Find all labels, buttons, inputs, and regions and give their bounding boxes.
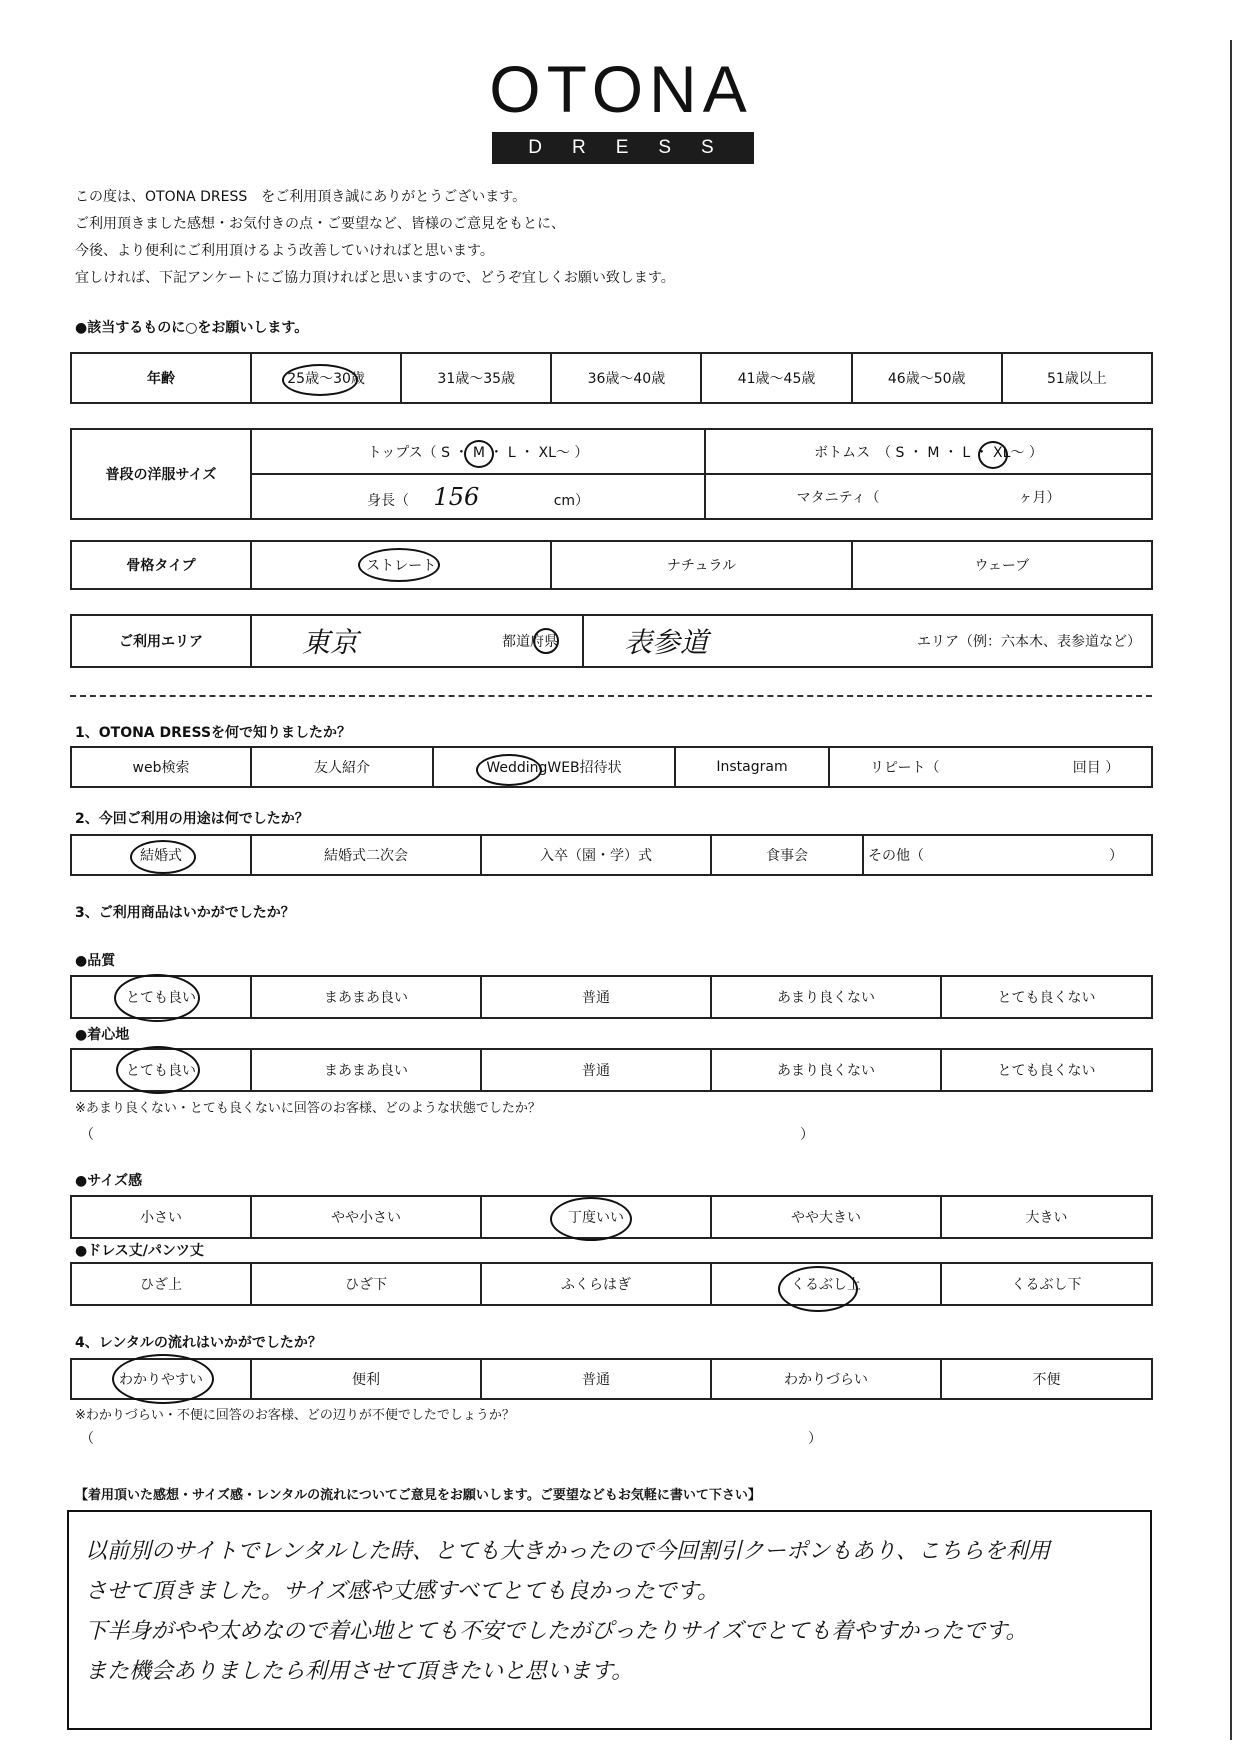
prefecture-handwriting: 東京 [302,626,359,659]
q2-option[interactable]: 結婚式二次会 [251,835,481,875]
area-handwriting: 表参道 [624,626,709,659]
intro-line: 今後、より便利にご利用頂けるよう改善していければと思います。 [75,243,494,259]
divider [70,695,1152,697]
q1-option[interactable]: web検索 [71,747,251,787]
age-option[interactable]: 41歳〜45歳 [701,353,851,403]
age-table [70,352,1153,404]
q1-option-repeat[interactable]: リピート（ [829,747,1041,787]
q2-option-other-close: ） [1081,835,1152,875]
length-option[interactable]: ひざ下 [251,1263,481,1305]
fit-option[interactable]: 小さい [71,1196,251,1238]
q1-option-repeat-count: 回目 ） [1041,747,1152,787]
q4-option[interactable]: 不便 [941,1359,1152,1399]
brand-sub-logo: DRESS [492,132,754,164]
quality-option[interactable]: まあまあ良い [251,976,481,1018]
brand-logo: OTONA [489,52,753,126]
area-table [70,614,1153,668]
comfort-option[interactable]: あまり良くない [711,1049,941,1091]
length-label: ●ドレス丈/パンツ丈 [75,1243,204,1259]
intro-line: この度は、OTONA DRESS をご利用頂き誠にありがとうございます。 [75,189,527,205]
q4-option[interactable]: 普通 [481,1359,711,1399]
age-option[interactable]: 46歳〜50歳 [852,353,1002,403]
height-label: 身長（ [366,492,409,509]
q1-title: 1、OTONA DRESSを何で知りましたか？ [75,725,352,741]
length-option[interactable]: くるぶし下 [941,1263,1152,1305]
quality-table [70,975,1153,1019]
q4-option[interactable]: わかりやすい [71,1359,251,1399]
age-option[interactable]: 25歳〜30歳 [251,353,401,403]
comfort-note: ※あまり良くない・とても良くないに回答のお客様、どのような状態でしたか？ [75,1101,541,1116]
q1-option[interactable]: Instagram [675,747,829,787]
area-example: エリア（例：六本木、表参道など） [784,615,1152,667]
area-label: ご利用エリア [71,615,251,667]
comfort-option[interactable]: とても良くない [941,1049,1152,1091]
age-answer-circle [282,364,358,396]
length-option[interactable]: くるぶし上 [711,1263,941,1305]
comfort-option[interactable]: とても良い [71,1049,251,1091]
frame-table [70,540,1153,590]
q4-option[interactable]: 便利 [251,1359,481,1399]
quality-answer-circle [114,974,200,1022]
fit-option[interactable]: 丁度いい [481,1196,711,1238]
frame-label: 骨格タイプ [71,541,251,589]
q1-table [70,746,1153,788]
maternity-unit: ヶ月） [1018,489,1061,506]
comment-line: させて頂きました。サイズ感や丈感すべてとても良かったです。 [85,1579,720,1604]
q2-option[interactable]: 結婚式 [71,835,251,875]
length-answer-circle [778,1266,858,1312]
comment-box[interactable] [67,1510,1152,1730]
q4-title: 4、レンタルの流れはいかがでしたか？ [75,1335,322,1351]
q4-note: ※わかりづらい・不便に回答のお客様、どの辺りが不便でしたでしょうか？ [75,1408,515,1423]
q2-option-other[interactable]: その他（ [863,835,1081,875]
quality-option[interactable]: とても良くない [941,976,1152,1018]
q2-table [70,834,1153,876]
q4-table [70,1358,1153,1400]
frame-option[interactable]: ストレート [251,541,551,589]
fit-option[interactable]: やや小さい [251,1196,481,1238]
age-option[interactable]: 51歳以上 [1002,353,1152,403]
frame-answer-circle [358,548,440,582]
q3-title: 3、ご利用商品はいかがでしたか？ [75,905,295,921]
intro-line: ご利用頂きました感想・お気付きの点・ご要望など、皆様のご意見をもとに、 [75,216,565,232]
frame-option[interactable]: ウェーブ [852,541,1152,589]
prefecture-label: 都道府県 [502,615,583,667]
intro-text [75,184,675,292]
q2-option[interactable]: 食事会 [711,835,863,875]
height-cell[interactable] [251,474,705,519]
quality-option[interactable]: とても良い [71,976,251,1018]
comfort-answer-circle [116,1046,200,1094]
maternity-label: マタニティ（ [796,489,880,506]
comment-line: 下半身がやや太めなので着心地とても不安でしたがぴったりサイズでとても着やすかったです。 [85,1619,1028,1644]
tops-size[interactable]: トップス（ S ・ M ・ L ・ XL〜 ） [251,429,705,474]
q2-answer-circle [130,840,196,874]
quality-option[interactable]: 普通 [481,976,711,1018]
fit-option[interactable]: やや大きい [711,1196,941,1238]
q4-option[interactable]: わかりづらい [711,1359,941,1399]
area-value[interactable] [583,615,784,667]
age-label: 年齢 [71,353,251,403]
length-table [70,1262,1153,1306]
maternity-cell[interactable] [705,474,1152,519]
q4-answer-circle [112,1354,214,1404]
q1-option[interactable]: 友人紹介 [251,747,433,787]
q1-answer-circle [476,754,542,786]
q2-option[interactable]: 入卒（園・学）式 [481,835,711,875]
comment-title: 【着用頂いた感想・サイズ感・レンタルの流れについてご意見をお願いします。ご要望などもお気軽に書いて下さい】 [75,1488,761,1503]
length-option[interactable]: ふくらはぎ [481,1263,711,1305]
scan-edge-line [1230,40,1232,1740]
comfort-option[interactable]: まあまあ良い [251,1049,481,1091]
intro-line: 宜しければ、下記アンケートにご協力頂ければと思いますので、どうぞ宜しくお願い致します。 [75,270,675,286]
comfort-note-paren-open: （ [80,1127,94,1143]
age-option[interactable]: 31歳〜35歳 [401,353,551,403]
prefecture-answer-circle [533,628,559,654]
comment-line: 以前別のサイトでレンタルした時、とても大きかったので今回割引クーポンもあり、こちらを利用 [85,1539,1051,1564]
bottoms-answer-circle [978,441,1008,469]
quality-option[interactable]: あまり良くない [711,976,941,1018]
comfort-option[interactable]: 普通 [481,1049,711,1091]
comfort-note-paren-close: ） [800,1127,814,1143]
size-label: 普段の洋服サイズ [71,429,251,519]
prefecture-value[interactable] [251,615,502,667]
comment-line: また機会ありましたら利用させて頂きたいと思います。 [85,1659,634,1684]
q4-note-paren-open: （ [80,1431,94,1447]
height-value: 156 [433,482,480,511]
fit-answer-circle [550,1197,632,1241]
fit-option[interactable]: 大きい [941,1196,1152,1238]
section-instruction: ●該当するものに○をお願いします。 [75,320,309,336]
height-unit: cm） [553,492,590,509]
bottoms-size[interactable]: ボトムス （ S ・ M ・ L ・ XL〜 ） [705,429,1152,474]
q4-note-paren-close: ） [808,1431,822,1447]
quality-label: ●品質 [75,953,116,969]
q1-option[interactable]: WeddingWEB招待状 [433,747,675,787]
tops-answer-circle [464,440,494,468]
frame-option[interactable]: ナチュラル [551,541,851,589]
comfort-label: ●着心地 [75,1027,130,1043]
q2-title: 2、今回ご利用の用途は何でしたか？ [75,811,309,827]
length-option[interactable]: ひざ上 [71,1263,251,1305]
age-option[interactable]: 36歳〜40歳 [551,353,701,403]
comfort-table [70,1048,1153,1092]
fit-label: ●サイズ感 [75,1173,143,1189]
